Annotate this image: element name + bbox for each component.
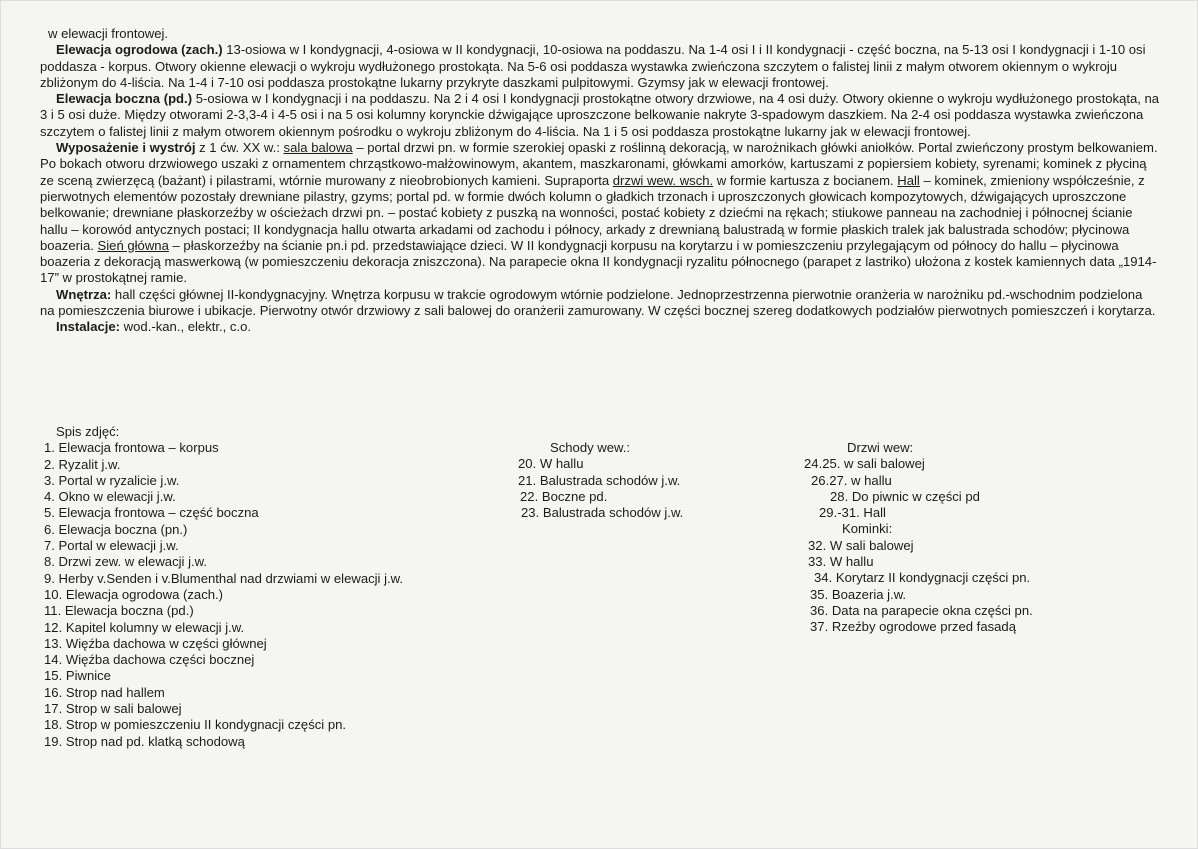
list-item: 6. Elewacja boczna (pn.) <box>44 521 188 537</box>
list-item: 3. Portal w ryzalicie j.w. <box>44 472 180 488</box>
garden-elevation-title: Elewacja ogrodowa (zach.) <box>56 42 223 58</box>
list-item: 18. Strop w pomieszczeniu II kondygnacji części pn. <box>44 717 347 733</box>
list-item: 2. Ryzalit j.w. <box>44 456 121 472</box>
list-item: 32. W sali balowej <box>808 537 914 553</box>
list-item: 37. Rzeźby ogrodowe przed fasadą <box>810 619 1016 635</box>
main-vestibule-label: Sień główna <box>97 237 169 253</box>
installations-text: wod.-kan., elektr., c.o. <box>120 319 252 335</box>
list-item: 10. Elewacja ogrodowa (zach.) <box>44 586 224 602</box>
list-item: 29.-31. Hall <box>819 505 886 521</box>
interior-text: hall części głównej II-kondygnacyjny. Wnętrza korpusu w trakcie ogrodowym wtórnie podzielone. Jednoprzestrzenna pierwotnie oranżeria w narożniku pd.-wschodnim podzielona na pomieszczenia biurowe i ubikacje. Pierwotny otwór drzwiowy z sali balowej do oranżerii zamurowany. W części bocznej szereg dodatkowych podziałów pierwotnych pomieszczeń i korytarza. <box>40 286 1156 319</box>
furnishing-text-2: – portal drzwi pn. w formie szerokiej opaski z roślinną dekoracją, w narożnikach główki aniołków. Portal zwieńczony prostym belkowaniem. Po bokach otworu drzwiowego uszaki z ornamentem chrząstkowo-małżowinowym, akantem, maszkaronami, główkami amorków, kartuszami z popiersiem kobiety, syrenami; kominek z płyciną ze sceną zwierzęcą (bażant) i pilastrami, wtórnie murowany z nieobrobionych kamieni. Supraporta <box>40 140 1158 188</box>
list-item: 16. Strop nad hallem <box>44 684 165 700</box>
list-item: 19. Strop nad pd. klatką schodową <box>44 733 245 749</box>
side-elevation-text: 5-osiowa w I kondygnacji i na poddaszu. Na 2 i 4 osi I kondygnacji prostokątne otwory drzwiowe, na 4 osi duży. Otwory okienne o wykroju wydłużonego prostokąta, na 3 i 5 osi duże. Między otworami 2-3,3-4 i 4-5 osi i na 5 osi kolumny korynckie dźwigające uproszczone belkowanie nakryte 3-spadowym daszkiem. Na 2-4 osi poddasza wystawka zwieńczona szczytem o falistej linii z małym otworem okiennym pośrodku o wykroju zbliżonym do 4-liścia. Na 1 i 5 osi poddasza prostokątne lukarny jak w elewacji frontowej. <box>40 91 1160 139</box>
list-item: 8. Drzwi zew. w elewacji j.w. <box>44 554 207 570</box>
list-item: 13. Więźba dachowa w części głównej <box>44 635 267 651</box>
furnishing-text-1: z 1 ćw. XX w.: <box>195 140 284 156</box>
list-item: 20. W hallu <box>518 456 584 472</box>
list-item: 5. Elewacja frontowa – część boczna <box>44 505 259 521</box>
doors-list-heading: Drzwi wew: <box>847 440 914 455</box>
furnishing-text-3: w formie kartusza z bocianem. <box>713 172 898 188</box>
list-item: 9. Herby v.Senden i v.Blumenthal nad drzwiami w elewacji j.w. <box>44 570 404 586</box>
interior-paragraph <box>40 287 1160 320</box>
interior-title: Wnętrza: <box>56 286 112 302</box>
list-item: 15. Piwnice <box>44 668 111 684</box>
ballroom-label: sala balowa <box>283 140 353 156</box>
list-item: 11. Elewacja boczna (pd.) <box>44 603 194 619</box>
installations-paragraph <box>40 319 1160 335</box>
garden-elevation-text: 13-osiowa w I kondygnacji, 4-osiowa w II kondygnacji, 10-osiowa na poddaszu. Na 1-4 osi I i II kondygnacji - część boczna, na 5-13 osi I kondygnacji i 1-10 osi poddasza - korpus. Otwory okienne elewacji o wykroju wydłużonego prostokąta. Na 5-6 osi poddasza wystawka zwieńczona szczytem o falistej linii z małym otworem okiennym o wykroju zbliżonym do 4-liścia. Na 1-4 i 7-10 osi poddasza prostokątne lukarny przykryte daszkami pulpitowymi. Gzymsy jak w elewacji frontowej. <box>40 42 1146 90</box>
furnishing-paragraph <box>40 140 1160 287</box>
side-elevation-title: Elewacja boczna (pd.) <box>56 91 193 107</box>
installations-title: Instalacje: <box>56 319 121 335</box>
furnishing-text-5: – płaskorzeźby na ścianie pn.i pd. przedstawiające dzieci. W II kondygnacji korpusu na korytarzu i w pomieszczeniu przylegającym od północy do hallu – płycinowa boazeria z dekoracją maswerkową (w pomieszczeniu dekoracja zniszczona). Na parapecie okna II kondygnacji ryzalitu północnego (parapet z lastriko) ułożona z kostek kamiennych data „1914-17” w prostokątnej ramie. <box>40 237 1157 286</box>
description-text <box>40 26 1160 336</box>
hall-label: Hall <box>897 172 920 188</box>
furnishing-text-4: – kominek, zmieniony współcześnie, z pierwotnych elementów pozostały drewniane pilastry, gzyms; portal pd. w formie dwóch kolumn o gładkich trzonach i uproszczonych głowicach kompozytowych, dźwigających uproszczone belkowanie; drewniane płaskorzeźby w ościeżach drzwi pn. – postać kobiety z puszką na wonności, postać kobiety z dziećmi na rękach; stiukowe panneau na zachodniej i północnej ścianie hallu – korowód antycznych postaci; II kondygnacja hallu otwarta arkadami od zachodu i północy, arkady z drewnianą balustradą w formie płaskich tralek jak balustrada schodów; płycinowa boazeria. <box>40 172 1145 253</box>
list-item: 1. Elewacja frontowa – korpus <box>44 440 219 456</box>
garden-elevation-paragraph <box>40 42 1160 91</box>
list-item: 36. Data na parapecie okna części pn. <box>810 602 1033 618</box>
list-item: 14. Więźba dachowa części bocznej <box>44 652 255 668</box>
list-item: 23. Balustrada schodów j.w. <box>521 505 684 521</box>
list-item: 17. Strop w sali balowej <box>44 701 182 717</box>
list-item: 22. Boczne pd. <box>520 488 608 504</box>
doors-list <box>804 440 1033 636</box>
list-item: 26.27. w hallu <box>811 472 892 488</box>
side-elevation-paragraph <box>40 91 1160 140</box>
stairs-list <box>516 440 683 521</box>
list-item: 24.25. w sali balowej <box>804 456 925 472</box>
intro-line: w elewacji frontowej. <box>48 26 169 41</box>
list-item: 35. Boazeria j.w. <box>810 586 907 602</box>
furnishing-title: Wyposażenie i wystrój <box>56 140 196 156</box>
photo-list-heading: Spis zdjęć: <box>56 424 120 439</box>
stairs-list-heading: Schody wew.: <box>550 440 631 455</box>
list-item: 12. Kapitel kolumny w elewacji j.w. <box>44 619 245 635</box>
list-item: 4. Okno w elewacji j.w. <box>44 489 176 505</box>
list-item: 33. W hallu <box>808 554 874 570</box>
list-item: 7. Portal w elewacji j.w. <box>44 538 179 554</box>
list-item: 21. Balustrada schodów j.w. <box>518 472 681 488</box>
east-door-label: drzwi wew. wsch. <box>612 172 714 188</box>
list-item: 34. Korytarz II kondygnacji części pn. <box>814 570 1031 586</box>
fireplaces-heading: Kominki: <box>842 521 893 537</box>
list-item: 28. Do piwnic w części pd <box>830 488 980 504</box>
photo-list <box>44 424 403 750</box>
